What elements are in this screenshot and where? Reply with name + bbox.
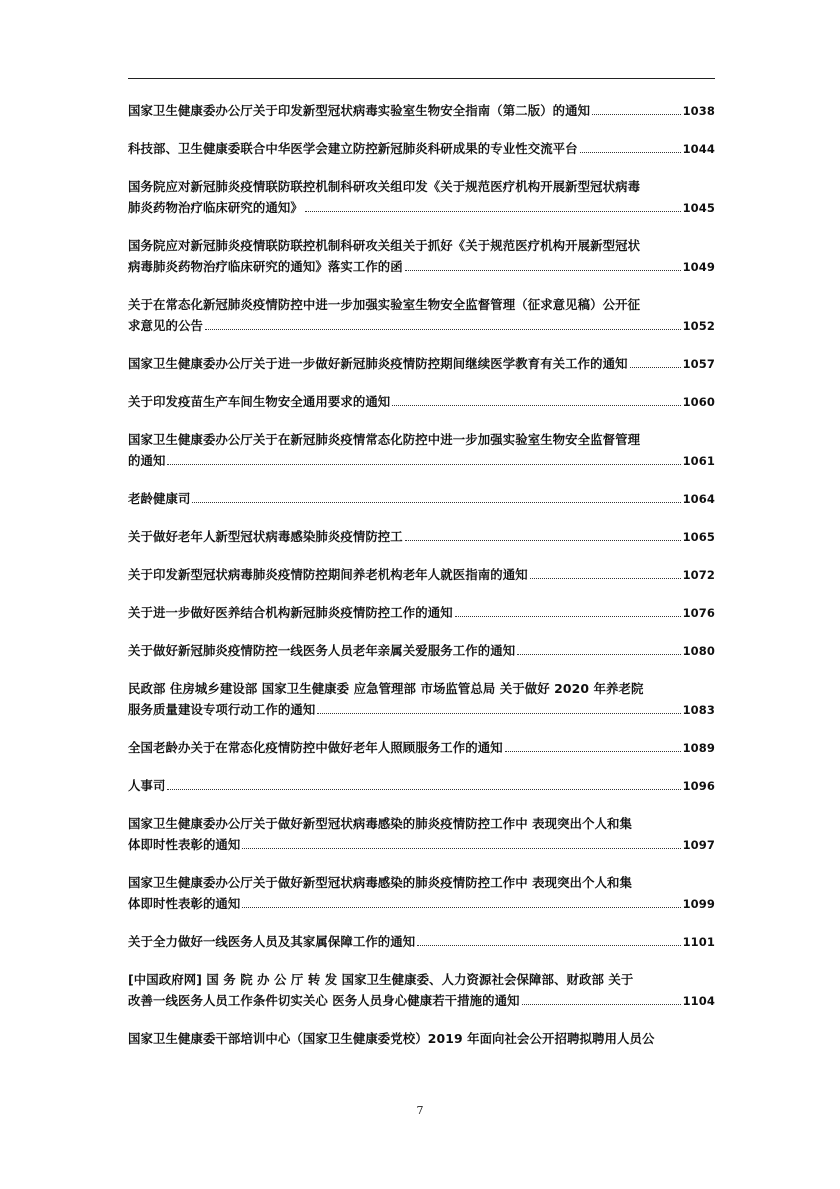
toc-entry[interactable] bbox=[128, 526, 715, 548]
toc-entry-title-line: 关于做好老年人新型冠状病毒感染肺炎疫情防控工 bbox=[128, 529, 403, 544]
toc-entry-title-line: 国家卫生健康委办公厅关于印发新型冠状病毒实验室生物安全指南（第二版）的通知 bbox=[128, 103, 591, 118]
toc-entry-title-line: 关于进一步做好医养结合机构新冠肺炎疫情防控工作的通知 bbox=[128, 605, 453, 620]
toc-dot-leader bbox=[205, 329, 681, 330]
toc-dot-leader bbox=[630, 367, 681, 368]
toc-entry[interactable] bbox=[128, 931, 715, 953]
toc-entry-title-line: 体即时性表彰的通知 bbox=[128, 837, 241, 852]
toc-page-number: 1089 bbox=[682, 741, 715, 755]
toc-entry-title-line: 求意见的公告 bbox=[128, 318, 203, 333]
toc-entry-title-line: 国家卫生健康委办公厅关于做好新型冠状病毒感染的肺炎疫情防控工作中 表现突出个人和集 bbox=[128, 816, 633, 831]
toc-page-number: 1049 bbox=[682, 260, 715, 274]
toc-page-number: 1072 bbox=[682, 568, 715, 582]
toc-dot-leader bbox=[417, 945, 680, 946]
toc-entry[interactable] bbox=[128, 813, 715, 856]
toc-entry-title-line: 关于做好新冠肺炎疫情防控一线医务人员老年亲属关爱服务工作的通知 bbox=[128, 643, 516, 658]
toc-entry[interactable] bbox=[128, 391, 715, 413]
toc-page-number: 1065 bbox=[682, 530, 715, 544]
toc-entry[interactable] bbox=[128, 1028, 715, 1049]
toc-page-number: 1099 bbox=[682, 897, 715, 911]
toc-entry-title-line: 病毒肺炎药物治疗临床研究的通知》落实工作的函 bbox=[128, 259, 403, 274]
toc-entry-title-line: 改善一线医务人员工作条件切实关心 医务人员身心健康若干措施的通知 bbox=[128, 993, 520, 1008]
toc-page-number: 1057 bbox=[682, 357, 715, 371]
toc-page-number: 1104 bbox=[682, 994, 715, 1008]
toc-dot-leader bbox=[530, 578, 681, 579]
toc-entry[interactable] bbox=[128, 602, 715, 624]
toc-dot-leader bbox=[242, 848, 680, 849]
toc-entry[interactable] bbox=[128, 138, 715, 160]
toc-page-number: 1096 bbox=[682, 779, 715, 793]
toc-page-number: 1064 bbox=[682, 492, 715, 506]
toc-dot-leader bbox=[505, 751, 681, 752]
toc-entry-title-line: 关于印发疫苗生产车间生物安全通用要求的通知 bbox=[128, 394, 391, 409]
toc-entry-title-line: 国家卫生健康委办公厅关于在新冠肺炎疫情常态化防控中进一步加强实验室生物安全监督管理 bbox=[128, 432, 641, 447]
header-rule bbox=[128, 78, 715, 79]
toc-entry-title-line: 肺炎药物治疗临床研究的通知》 bbox=[128, 200, 303, 215]
toc-dot-leader bbox=[317, 713, 680, 714]
toc-entry-title-line: 国家卫生健康委干部培训中心（国家卫生健康委党校）2019 年面向社会公开招聘拟聘用人员公 bbox=[128, 1031, 655, 1046]
toc-entry-title-line: 国家卫生健康委办公厅关于做好新型冠状病毒感染的肺炎疫情防控工作中 表现突出个人和集 bbox=[128, 875, 633, 890]
toc-entry-title-line: 体即时性表彰的通知 bbox=[128, 896, 241, 911]
toc-entry[interactable] bbox=[128, 100, 715, 122]
toc-dot-leader bbox=[167, 789, 680, 790]
toc-entry[interactable] bbox=[128, 640, 715, 662]
toc-entry-title-line: [中国政府网] 国 务 院 办 公 厅 转 发 国家卫生健康委、人力资源社会保障部、财政部 关于 bbox=[128, 972, 634, 987]
toc-page-number: 1045 bbox=[682, 201, 715, 215]
page-number: 7 bbox=[416, 1104, 424, 1117]
toc-entry-title-line: 服务质量建设专项行动工作的通知 bbox=[128, 702, 316, 717]
toc-dot-leader bbox=[242, 907, 680, 908]
toc-entry-title-line: 国务院应对新冠肺炎疫情联防联控机制科研攻关组印发《关于规范医疗机构开展新型冠状病毒 bbox=[128, 179, 641, 194]
toc-page-number: 1083 bbox=[682, 703, 715, 717]
toc-page-number: 1061 bbox=[682, 454, 715, 468]
toc-dot-leader bbox=[305, 211, 681, 212]
toc-dot-leader bbox=[392, 405, 680, 406]
toc-entry[interactable] bbox=[128, 872, 715, 915]
toc-entry[interactable] bbox=[128, 969, 715, 1012]
toc-dot-leader bbox=[192, 502, 680, 503]
toc-page-number: 1060 bbox=[682, 395, 715, 409]
toc-entry[interactable] bbox=[128, 235, 715, 278]
toc-dot-leader bbox=[167, 464, 680, 465]
toc-dot-leader bbox=[455, 616, 681, 617]
toc-entry-title-line: 老龄健康司 bbox=[128, 491, 191, 506]
toc-entry-title-line: 全国老龄办关于在常态化疫情防控中做好老年人照顾服务工作的通知 bbox=[128, 740, 503, 755]
toc-entry[interactable] bbox=[128, 429, 715, 472]
toc-entry-title-line: 关于全力做好一线医务人员及其家属保障工作的通知 bbox=[128, 934, 416, 949]
table-of-contents bbox=[128, 100, 715, 1065]
toc-entry[interactable] bbox=[128, 775, 715, 797]
toc-dot-leader bbox=[517, 654, 680, 655]
toc-page-number: 1052 bbox=[682, 319, 715, 333]
toc-entry-title-line: 国家卫生健康委办公厅关于进一步做好新冠肺炎疫情防控期间继续医学教育有关工作的通知 bbox=[128, 356, 628, 371]
toc-entry[interactable] bbox=[128, 353, 715, 375]
toc-entry-title-line: 国务院应对新冠肺炎疫情联防联控机制科研攻关组关于抓好《关于规范医疗机构开展新型冠状 bbox=[128, 238, 641, 253]
toc-entry-title-line: 人事司 bbox=[128, 778, 166, 793]
toc-entry[interactable] bbox=[128, 176, 715, 219]
toc-page-number: 1080 bbox=[682, 644, 715, 658]
toc-entry-title-line: 关于印发新型冠状病毒肺炎疫情防控期间养老机构老年人就医指南的通知 bbox=[128, 567, 528, 582]
toc-entry-title-line: 科技部、卫生健康委联合中华医学会建立防控新冠肺炎科研成果的专业性交流平台 bbox=[128, 141, 578, 156]
toc-page-number: 1038 bbox=[682, 104, 715, 118]
toc-entry[interactable] bbox=[128, 488, 715, 510]
toc-dot-leader bbox=[580, 152, 681, 153]
toc-entry[interactable] bbox=[128, 294, 715, 337]
toc-entry-title-line: 民政部 住房城乡建设部 国家卫生健康委 应急管理部 市场监管总局 关于做好 2020 年养老院 bbox=[128, 681, 644, 696]
toc-entry-title-line: 的通知 bbox=[128, 453, 166, 468]
toc-page-number: 1044 bbox=[682, 142, 715, 156]
toc-dot-leader bbox=[405, 540, 681, 541]
toc-dot-leader bbox=[522, 1004, 681, 1005]
toc-page-number: 1097 bbox=[682, 838, 715, 852]
toc-page-number: 1076 bbox=[682, 606, 715, 620]
toc-entry-title-line: 关于在常态化新冠肺炎疫情防控中进一步加强实验室生物安全监督管理（征求意见稿）公开征 bbox=[128, 297, 641, 312]
toc-dot-leader bbox=[592, 114, 680, 115]
toc-entry[interactable] bbox=[128, 737, 715, 759]
toc-entry[interactable] bbox=[128, 678, 715, 721]
toc-entry[interactable] bbox=[128, 564, 715, 586]
toc-page-number: 1101 bbox=[682, 935, 715, 949]
toc-dot-leader bbox=[405, 270, 681, 271]
